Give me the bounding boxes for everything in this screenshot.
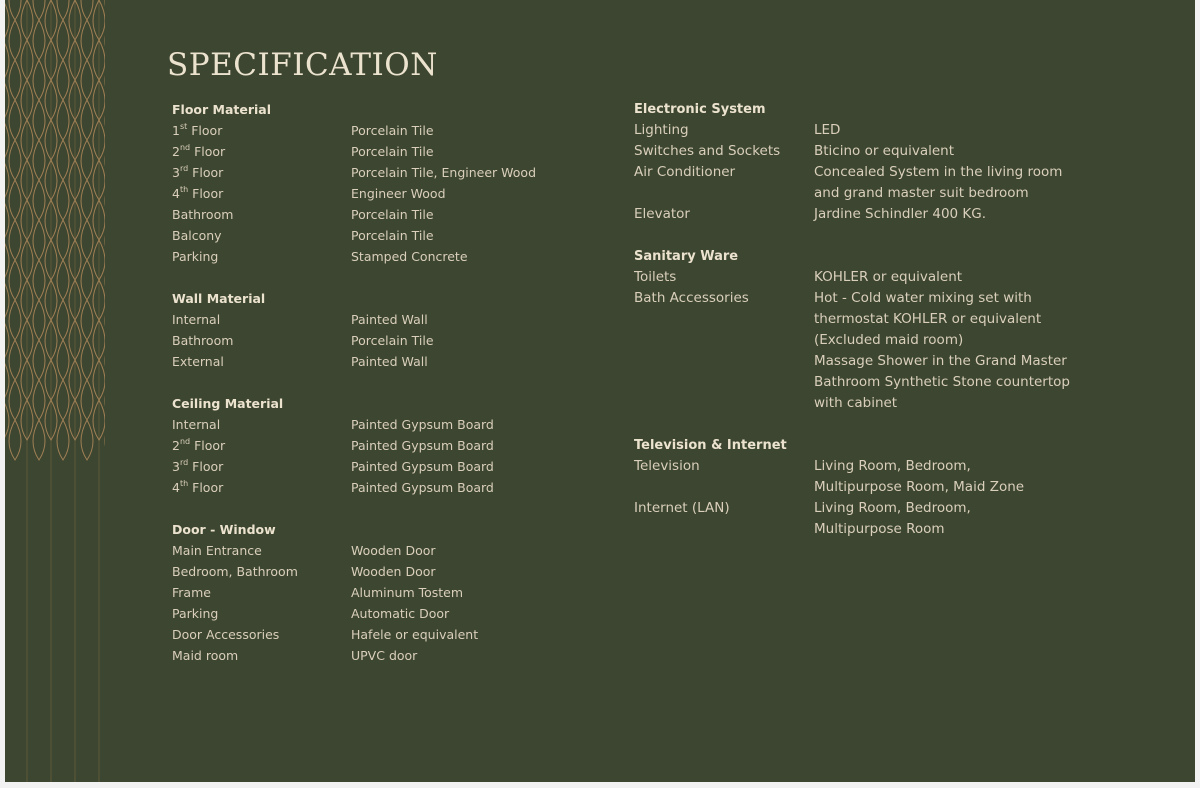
- spec-row: [172, 309, 592, 330]
- spec-label-text: Parking: [172, 249, 219, 264]
- spec-value: Bathroom Synthetic Stone countertop: [814, 374, 1070, 390]
- spec-value: Porcelain Tile: [351, 333, 434, 348]
- spec-values: [351, 183, 592, 204]
- section-title: Television & Internet: [634, 438, 787, 453]
- spec-row: [634, 288, 1104, 414]
- spec-row: [634, 498, 1104, 540]
- spec-value: Painted Gypsum Board: [351, 438, 494, 453]
- spec-label: [172, 414, 351, 435]
- spec-values: [351, 225, 592, 246]
- spec-values: [351, 162, 592, 183]
- spec-label-text: Lighting: [634, 122, 689, 138]
- spec-label: [172, 330, 351, 351]
- spec-value: Living Room, Bedroom,: [814, 458, 971, 474]
- spec-label-rest: Floor: [188, 459, 224, 474]
- spec-row: [172, 225, 592, 246]
- spec-values: [351, 582, 592, 603]
- section-title: Electronic System: [634, 102, 766, 117]
- spec-label-text: Balcony: [172, 228, 222, 243]
- spec-row: [172, 561, 592, 582]
- spec-label-rest: Floor: [188, 165, 224, 180]
- spec-row: [172, 624, 592, 645]
- spec-row: [172, 645, 592, 666]
- spec-label: [634, 162, 814, 204]
- spec-label-text: External: [172, 354, 224, 369]
- spec-value: Painted Wall: [351, 312, 428, 327]
- spec-label-text: Air Conditioner: [634, 164, 736, 180]
- section-wall-material: [172, 288, 592, 372]
- spec-label: [172, 246, 351, 267]
- spec-label-text: Bathroom: [172, 333, 234, 348]
- spec-value: Porcelain Tile, Engineer Wood: [351, 165, 537, 180]
- spec-label: [172, 540, 351, 561]
- right-column: [634, 99, 1104, 561]
- spec-label: [172, 309, 351, 330]
- spec-values: [814, 141, 1104, 162]
- spec-value: Massage Shower in the Grand Master: [814, 353, 1067, 369]
- spec-value: Wooden Door: [351, 543, 436, 558]
- spec-value: Hot - Cold water mixing set with: [814, 290, 1032, 306]
- spec-label: [634, 267, 814, 288]
- spec-label-text: Toilets: [634, 269, 677, 285]
- spec-value: (Excluded maid room): [814, 332, 964, 348]
- spec-label-text: Parking: [172, 606, 219, 621]
- spec-row: [172, 351, 592, 372]
- spec-label-rest: Floor: [190, 438, 226, 453]
- spec-values: [351, 246, 592, 267]
- spec-value: Painted Gypsum Board: [351, 417, 494, 432]
- spec-values: [814, 267, 1104, 288]
- spec-value: Automatic Door: [351, 606, 450, 621]
- ordinal-suffix: st: [179, 121, 188, 131]
- spec-values: [351, 204, 592, 225]
- section-floor-material: [172, 99, 592, 267]
- spec-label-text: 2: [172, 438, 180, 453]
- spec-row: [172, 204, 592, 225]
- spec-value: Wooden Door: [351, 564, 436, 579]
- spec-values: [351, 120, 592, 141]
- spec-value: Jardine Schindler 400 KG.: [814, 206, 987, 222]
- spec-value: KOHLER or equivalent: [814, 269, 963, 285]
- spec-value: Hafele or equivalent: [351, 627, 479, 642]
- ordinal-suffix: rd: [179, 163, 189, 173]
- ordinal-suffix: th: [179, 478, 189, 488]
- spec-value: Multipurpose Room: [814, 521, 945, 537]
- section-door-window: [172, 519, 592, 666]
- spec-label-rest: Floor: [188, 186, 224, 201]
- section-title: Sanitary Ware: [634, 249, 739, 264]
- spec-label-text: Switches and Sockets: [634, 143, 781, 159]
- spec-values: [351, 603, 592, 624]
- spec-values: [351, 456, 592, 477]
- spec-value: Porcelain Tile: [351, 207, 434, 222]
- spec-label: [172, 645, 351, 666]
- spec-values: [814, 456, 1104, 498]
- arc-pattern: [5, 0, 105, 460]
- spec-value: Painted Gypsum Board: [351, 480, 494, 495]
- spec-values: [814, 498, 1104, 540]
- spec-value: Painted Wall: [351, 354, 428, 369]
- spec-values: [351, 624, 592, 645]
- spec-label: [634, 120, 814, 141]
- spec-values: [351, 309, 592, 330]
- spec-label-text: Main Entrance: [172, 543, 262, 558]
- spec-row: [172, 120, 592, 141]
- spec-label: [172, 456, 351, 477]
- section-title: Ceiling Material: [172, 396, 284, 411]
- spec-value: Porcelain Tile: [351, 228, 434, 243]
- spec-value: Aluminum Tostem: [351, 585, 464, 600]
- spec-label-text: 3: [172, 165, 180, 180]
- spec-label-text: Bathroom: [172, 207, 234, 222]
- ordinal-suffix: nd: [179, 142, 191, 152]
- spec-values: [814, 288, 1104, 414]
- spec-row: [172, 162, 592, 183]
- spec-label-text: Elevator: [634, 206, 690, 222]
- spec-label: [634, 288, 814, 414]
- spec-value: Concealed System in the living room: [814, 164, 1063, 180]
- spec-label-text: Bedroom, Bathroom: [172, 564, 298, 579]
- spec-row: [172, 183, 592, 204]
- spec-label: [172, 477, 351, 498]
- spec-label: [172, 435, 351, 456]
- spec-row: [172, 582, 592, 603]
- spec-row: [172, 414, 592, 435]
- spec-label: [172, 120, 351, 141]
- spec-row: [634, 141, 1104, 162]
- spec-label: [172, 624, 351, 645]
- spec-values: [351, 540, 592, 561]
- page-title: SPECIFICATION: [167, 46, 438, 83]
- spec-label-text: Frame: [172, 585, 211, 600]
- spec-label-rest: Floor: [187, 123, 223, 138]
- spec-value: thermostat KOHLER or equivalent: [814, 311, 1042, 327]
- left-column: [172, 99, 592, 687]
- spec-row: [634, 120, 1104, 141]
- ordinal-suffix: th: [179, 184, 189, 194]
- spec-row: [172, 456, 592, 477]
- ordinal-suffix: rd: [179, 457, 189, 467]
- spec-values: [814, 162, 1104, 204]
- section-title: Wall Material: [172, 291, 266, 306]
- spec-row: [172, 477, 592, 498]
- spec-label-text: Maid room: [172, 648, 239, 663]
- spec-row: [172, 540, 592, 561]
- section-electronic-system: [634, 99, 1104, 225]
- spec-row: [634, 456, 1104, 498]
- section-title: Floor Material: [172, 102, 272, 117]
- spec-value: LED: [814, 122, 841, 138]
- spec-label-rest: Floor: [188, 480, 224, 495]
- spec-label-text: 1: [172, 123, 180, 138]
- spec-label: [172, 351, 351, 372]
- spec-value: Stamped Concrete: [351, 249, 468, 264]
- spec-values: [351, 330, 592, 351]
- spec-label-rest: Floor: [190, 144, 226, 159]
- spec-values: [351, 435, 592, 456]
- spec-value: Painted Gypsum Board: [351, 459, 494, 474]
- spec-row: [172, 435, 592, 456]
- spec-row: [172, 330, 592, 351]
- spec-values: [351, 561, 592, 582]
- spec-row: [172, 603, 592, 624]
- spec-row: [172, 246, 592, 267]
- spec-label: [634, 141, 814, 162]
- spec-label-text: Internal: [172, 417, 221, 432]
- spec-values: [351, 477, 592, 498]
- spec-label-text: Television: [634, 458, 700, 474]
- spec-label-text: Internal: [172, 312, 221, 327]
- spec-label: [172, 225, 351, 246]
- spec-value: Multipurpose Room, Maid Zone: [814, 479, 1025, 495]
- spec-label-text: 4: [172, 480, 180, 495]
- spec-value: UPVC door: [351, 648, 418, 663]
- section-ceiling-material: [172, 393, 592, 498]
- spec-label: [172, 603, 351, 624]
- spec-label-text: Internet (LAN): [634, 500, 730, 516]
- spec-label: [172, 183, 351, 204]
- spec-label-text: 2: [172, 144, 180, 159]
- spec-label-text: 3: [172, 459, 180, 474]
- section-television-internet: [634, 435, 1104, 540]
- spec-value: with cabinet: [814, 395, 898, 411]
- spec-label: [634, 456, 814, 498]
- spec-label: [172, 582, 351, 603]
- section-sanitary-ware: [634, 246, 1104, 414]
- spec-values: [351, 351, 592, 372]
- spec-value: Bticino or equivalent: [814, 143, 955, 159]
- spec-value: Engineer Wood: [351, 186, 446, 201]
- spec-label: [172, 141, 351, 162]
- spec-row: [172, 141, 592, 162]
- spec-page: [5, 0, 1195, 782]
- spec-value: Porcelain Tile: [351, 123, 434, 138]
- spec-values: [814, 204, 1104, 225]
- spec-label-text: 4: [172, 186, 180, 201]
- spec-row: [634, 267, 1104, 288]
- spec-label: [172, 162, 351, 183]
- spec-label: [172, 204, 351, 225]
- ordinal-suffix: nd: [179, 436, 191, 446]
- spec-values: [351, 141, 592, 162]
- spec-values: [351, 414, 592, 435]
- spec-values: [351, 645, 592, 666]
- decorative-pattern: [5, 0, 105, 782]
- spec-label: [172, 561, 351, 582]
- spec-row: [634, 204, 1104, 225]
- spec-values: [814, 120, 1104, 141]
- spec-value: Living Room, Bedroom,: [814, 500, 971, 516]
- spec-value: Porcelain Tile: [351, 144, 434, 159]
- spec-label-text: Door Accessories: [172, 627, 280, 642]
- spec-row: [634, 162, 1104, 204]
- spec-label-text: Bath Accessories: [634, 290, 749, 306]
- spec-label: [634, 204, 814, 225]
- spec-label: [634, 498, 814, 540]
- spec-value: and grand master suit bedroom: [814, 185, 1029, 201]
- section-title: Door - Window: [172, 522, 276, 537]
